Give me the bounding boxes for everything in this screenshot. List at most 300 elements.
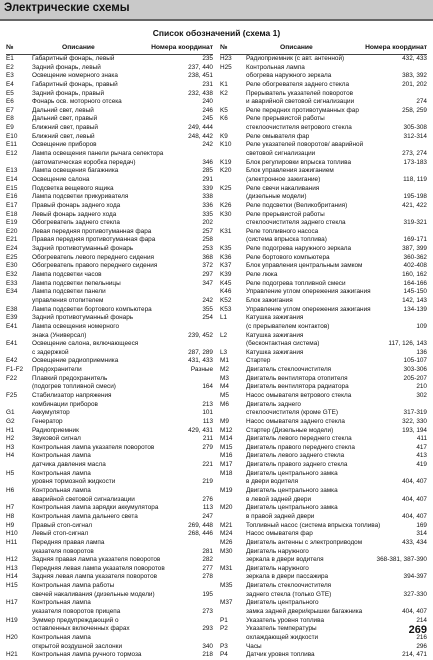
description-cell: Аккумулятор — [32, 409, 70, 417]
left-column-header — [6, 44, 213, 55]
designation-cell: H25 — [220, 63, 232, 71]
description-cell: Двигатель левого переднего стекла — [246, 435, 352, 443]
designation-cell: H20 — [6, 633, 18, 641]
table-row — [6, 539, 213, 548]
description-cell: оставленных включенных фарах — [32, 625, 130, 633]
description-cell: Передняя левая лампа указателя поворотов — [32, 564, 165, 572]
coordinates-cell: 214, 471 — [402, 651, 427, 659]
designation-cell: E24 — [6, 245, 18, 253]
designation-cell: E6 — [6, 98, 14, 106]
coordinates-cell: 113 — [202, 504, 213, 512]
description-cell: (система впрыска топлива) — [246, 236, 327, 244]
coordinates-cell: 431, 433 — [188, 357, 213, 365]
designation-cell: E15 — [6, 184, 18, 192]
coordinates-cell: Разные — [190, 366, 213, 374]
description-cell: Блок управления центральным замком — [246, 262, 363, 270]
table-row — [220, 418, 427, 427]
designation-cell: E5 — [6, 89, 14, 97]
description-cell: Контрольная лампа — [32, 487, 91, 495]
coordinates-cell: 237, 440 — [188, 63, 213, 71]
coordinates-cell: 136 — [416, 348, 427, 356]
table-row — [6, 349, 213, 358]
designation-cell: K5 — [220, 106, 228, 114]
table-row — [6, 634, 213, 643]
column-header-number: № — [220, 44, 228, 51]
designation-cell: L1 — [220, 314, 228, 322]
right-column — [220, 44, 427, 660]
table-row — [6, 427, 213, 436]
coordinates-cell: 302 — [416, 391, 427, 399]
description-cell: Левый фонарь заднего хода — [32, 210, 117, 218]
designation-cell: E11 — [6, 141, 17, 149]
coordinates-cell: 404, 407 — [402, 495, 427, 503]
coordinates-cell: 338 — [202, 193, 213, 201]
coordinates-cell: 232, 438 — [188, 89, 213, 97]
designation-cell: H10 — [6, 530, 18, 538]
table-row — [6, 245, 213, 254]
table-row — [220, 211, 427, 220]
coordinates-cell: 258 — [202, 236, 213, 244]
table-row — [6, 90, 213, 99]
table-row — [220, 236, 427, 245]
table-row — [6, 176, 213, 185]
designation-cell: E42 — [6, 357, 18, 365]
description-cell: Двигатель правого переднего стекла — [246, 443, 355, 451]
table-row — [6, 185, 213, 194]
table-row — [220, 185, 427, 194]
table-row — [220, 193, 427, 202]
table-row — [220, 349, 427, 358]
description-cell: Лампа подсветки панели — [32, 288, 106, 296]
description-cell: Правый фонарь заднего хода — [32, 201, 121, 209]
table-row — [220, 634, 427, 643]
table-row — [6, 340, 213, 349]
designation-cell: E21 — [6, 236, 18, 244]
designation-cell: M5 — [220, 391, 229, 399]
coordinates-cell: 268, 446 — [188, 530, 213, 538]
designation-cell: M31 — [220, 564, 233, 572]
table-row — [220, 115, 427, 124]
designation-cell: H7 — [6, 504, 15, 512]
designation-cell: H21 — [6, 651, 18, 659]
table-row — [220, 202, 427, 211]
description-cell: стеклоочистителя заднего стекла — [246, 219, 346, 227]
table-row — [6, 392, 213, 401]
designation-cell: E30 — [6, 262, 18, 270]
description-cell: Реле обогревателя заднего стекла — [246, 80, 350, 88]
coordinates-cell: 173-183 — [403, 158, 427, 166]
table-row — [220, 288, 427, 297]
coordinates-cell: 240 — [202, 98, 213, 106]
description-cell: Контрольная лампа — [32, 452, 91, 460]
designation-cell: K53 — [220, 305, 232, 313]
coordinates-cell: 248, 442 — [188, 132, 213, 140]
description-cell: замка задней двери/крышки багажника — [246, 608, 363, 615]
table-row — [220, 150, 427, 159]
table-row — [220, 617, 427, 626]
coordinates-cell: 372 — [202, 262, 213, 270]
description-cell: Лампа освещения панели рычага селектора — [32, 150, 164, 158]
description-cell: в правой задней двери — [246, 512, 315, 520]
description-cell: Блок зажигания — [246, 296, 293, 304]
description-cell: Задний фонарь, левый — [32, 63, 101, 71]
description-cell: Ближний свет, левый — [32, 132, 95, 140]
coordinates-cell: 402-408 — [403, 262, 427, 270]
description-cell: зеркала в двери водителя — [246, 556, 324, 564]
table-row — [6, 98, 213, 107]
description-cell: Реле подогрева топливной смеси — [246, 279, 346, 287]
description-cell: стеклоочистителя (кроме GTE) — [246, 409, 339, 417]
description-cell: Катушка зажигания — [246, 348, 304, 356]
description-cell: Ближний свет, правый — [32, 124, 98, 132]
description-cell: Задний противотуманный фонарь — [32, 314, 134, 322]
table-row — [220, 582, 427, 591]
coordinates-cell: 433, 434 — [402, 538, 427, 546]
designation-cell: K52 — [220, 296, 232, 304]
table-row — [6, 522, 213, 531]
description-cell: Насос омывателя ветрового стекла — [246, 391, 352, 399]
designation-cell: M20 — [220, 504, 233, 512]
designation-cell: H17 — [6, 599, 18, 607]
description-cell: Часы — [246, 642, 262, 650]
designation-cell: M35 — [220, 582, 233, 590]
table-row — [220, 496, 427, 505]
description-cell: Контрольная лампа работы — [32, 582, 115, 590]
description-cell: Двигатель заднего — [246, 400, 301, 408]
description-cell: Двигатель центрального — [246, 599, 319, 607]
description-cell: Указатель уровня топлива — [246, 616, 325, 624]
description-cell: Двигатель стеклоочистителя — [246, 582, 332, 590]
description-cell: Освещение номерного знака — [32, 72, 118, 80]
designation-cell: M9 — [220, 417, 229, 425]
designation-cell: M12 — [220, 426, 233, 434]
designation-cell: E20 — [6, 227, 18, 235]
coordinates-cell: 221 — [202, 461, 213, 469]
designation-cell: P2 — [220, 625, 228, 633]
table-row — [220, 651, 427, 660]
table-row — [220, 608, 427, 617]
designation-cell: H8 — [6, 512, 15, 520]
description-cell: Насос омывателя заднего стекла — [246, 417, 345, 425]
designation-cell: M6 — [220, 400, 229, 408]
coordinates-cell: 257 — [202, 227, 213, 235]
designation-cell: E14 — [6, 175, 18, 183]
table-row — [220, 452, 427, 461]
table-row — [6, 193, 213, 202]
description-cell: Указатель температуры — [246, 625, 317, 633]
description-cell: (подогрев топливной смеси) — [32, 383, 116, 391]
description-cell: световой сигнализации — [246, 150, 316, 158]
table-row — [220, 392, 427, 401]
table-row — [220, 219, 427, 228]
description-cell: Освещение салона, включающееся — [32, 340, 139, 348]
table-row — [6, 357, 213, 366]
description-cell: Реле указателей поворотов/ аварийной — [246, 141, 364, 149]
description-cell: Лампа подсветки бортового компьютера — [32, 305, 152, 313]
designation-cell: M3 — [220, 374, 229, 382]
coordinates-cell: 218 — [202, 651, 213, 659]
description-cell: Подсветка вещевого ящика — [32, 184, 114, 192]
coordinates-cell: 296 — [416, 642, 427, 650]
coordinates-cell: 245 — [202, 115, 213, 123]
description-cell: Лампа подсветки часов — [32, 271, 102, 279]
designation-cell: K19 — [220, 158, 232, 166]
description-cell: Реле люка — [246, 271, 278, 279]
table-row — [220, 72, 427, 81]
coordinates-cell: 421, 422 — [402, 201, 427, 209]
coordinates-cell: 145-150 — [403, 288, 427, 296]
description-cell: Обогреватель правого переднего сидения — [32, 262, 158, 270]
designation-cell: E7 — [6, 106, 14, 114]
coordinates-cell: 239, 452 — [188, 331, 213, 339]
coordinates-cell: 164 — [202, 383, 213, 391]
coordinates-cell: 201, 202 — [402, 80, 427, 88]
coordinates-cell: 291 — [202, 175, 213, 183]
coordinates-cell: 303-306 — [403, 366, 427, 374]
designation-cell: K25 — [220, 184, 232, 192]
designation-cell: H15 — [6, 582, 18, 590]
description-cell: Обогреватель левого переднего сидения — [32, 253, 154, 261]
coordinates-cell: 336 — [202, 201, 213, 209]
table-row — [6, 332, 213, 341]
table-row — [6, 608, 213, 617]
coordinates-cell: 285 — [202, 167, 213, 175]
description-cell: Правый стоп-сигнал — [32, 521, 93, 529]
table-row — [220, 461, 427, 470]
coordinates-cell: 346 — [202, 158, 213, 166]
table-row — [6, 513, 213, 522]
description-cell: знака (Универсал) — [32, 331, 87, 339]
description-cell: Блок регулировки впрыска топлива — [246, 158, 351, 166]
table-row — [6, 435, 213, 444]
coordinates-cell: 355 — [202, 305, 213, 313]
coordinates-cell: 247 — [202, 512, 213, 520]
table-row — [6, 591, 213, 600]
table-row — [6, 228, 213, 237]
designation-cell: H5 — [6, 469, 15, 477]
left-rows — [6, 55, 213, 660]
description-cell: (бесконтактная система) — [246, 340, 320, 348]
description-cell: (дизельные модели) — [246, 193, 307, 201]
table-row — [220, 176, 427, 185]
designation-cell: H9 — [6, 521, 15, 529]
designation-cell: E4 — [6, 80, 14, 88]
description-cell: указателя поворотов — [32, 547, 94, 555]
designation-cell: E17 — [6, 201, 18, 209]
description-cell: Фонарь осв. моторного отсека — [32, 98, 122, 106]
coordinates-cell: 287, 289 — [188, 348, 213, 356]
designation-cell: K31 — [220, 227, 232, 235]
table-row — [220, 409, 427, 418]
description-cell: Контрольная лампа зарядки аккумулятора — [32, 504, 159, 512]
description-cell: открытой воздушной заслонки — [32, 642, 123, 650]
description-cell: Прерыватель указателей поворотов — [246, 89, 354, 97]
coordinates-cell: 249, 444 — [188, 124, 213, 132]
description-cell: Реле передних противотуманных фар — [246, 106, 359, 114]
description-cell: Двигатель правого заднего стекла — [246, 461, 348, 469]
coordinates-cell: 368-381, 387-390 — [376, 556, 427, 564]
coordinates-cell: 269, 448 — [188, 521, 213, 529]
table-row — [6, 643, 213, 652]
description-cell: Звуковой сигнал — [32, 435, 81, 443]
table-row — [6, 366, 213, 375]
description-cell: датчика давления масла — [32, 461, 106, 469]
description-cell: Предохранители — [32, 366, 82, 374]
designation-cell: E16 — [6, 193, 18, 201]
description-cell: (электронное зажигание) — [246, 175, 321, 183]
description-cell: Освещение радиоприемника — [32, 357, 119, 365]
designation-cell: G2 — [6, 417, 15, 425]
designation-cell: M37 — [220, 599, 233, 607]
description-cell: Двигатель антенны с электроприводом — [246, 538, 363, 546]
table-row — [6, 211, 213, 220]
table-row — [220, 383, 427, 392]
description-cell: Двигатель центрального замка — [246, 487, 338, 495]
designation-cell: E9 — [6, 124, 14, 132]
coordinates-cell: 169-171 — [403, 236, 427, 244]
table-row — [6, 651, 213, 660]
description-cell: Задняя правая лампа указателя поворотов — [32, 556, 161, 564]
description-cell: Контрольная лампа — [32, 633, 91, 641]
designation-cell: K45 — [220, 279, 232, 287]
designation-cell: H3 — [6, 443, 15, 451]
designation-cell: M19 — [220, 487, 233, 495]
description-cell: Реле подсветки (Великобритания) — [246, 201, 348, 209]
designation-cell: K9 — [220, 132, 228, 140]
description-cell: Задний противотуманный фонарь — [32, 245, 134, 253]
table-row — [6, 64, 213, 73]
table-row — [6, 383, 213, 392]
description-cell: стеклоочистителя ветрового стекла — [246, 124, 352, 132]
coordinates-cell: 282 — [202, 556, 213, 564]
column-header-coordinates: Номера координат — [365, 44, 427, 51]
coordinates-cell: 404, 407 — [402, 478, 427, 486]
column-header-coordinates: Номера координат — [151, 44, 213, 51]
table-row — [6, 444, 213, 453]
coordinates-cell: 335 — [202, 210, 213, 218]
description-cell: Реле прерывистой работы — [246, 115, 325, 123]
designation-cell: K6 — [220, 115, 228, 123]
designation-cell: E18 — [6, 210, 18, 218]
table-row — [6, 72, 213, 81]
designation-cell: M26 — [220, 538, 233, 546]
coordinates-cell: 134-139 — [403, 305, 427, 313]
table-row — [6, 306, 213, 315]
description-cell: Двигатель стеклоочистителя — [246, 366, 332, 374]
description-cell: Дальний свет, левый — [32, 106, 94, 114]
description-cell: Реле прерывистой работы — [246, 210, 325, 218]
designation-cell: G1 — [6, 409, 15, 417]
table-row — [220, 625, 427, 634]
coordinates-cell: 211 — [202, 435, 213, 443]
column-header-number: № — [6, 44, 14, 51]
table-row — [6, 81, 213, 90]
coordinates-cell: 113 — [202, 417, 213, 425]
description-cell: аварийной световой сигнализации — [32, 495, 135, 503]
description-cell: Контрольная лампа ручного тормоза — [32, 651, 142, 659]
designation-cell: K35 — [220, 245, 232, 253]
description-cell: Двигатель наружного — [246, 564, 309, 572]
designation-cell: E2 — [6, 63, 14, 71]
designation-cell: E41 — [6, 340, 18, 348]
description-cell: Лампа освещения багажника — [32, 167, 119, 175]
coordinates-cell: 210 — [416, 383, 427, 391]
description-cell: Лампа подсветки пепельницы — [32, 279, 121, 287]
coordinates-cell: 368 — [202, 253, 213, 261]
table-row — [6, 236, 213, 245]
table-row — [220, 245, 427, 254]
coordinates-cell: 411 — [416, 435, 427, 443]
table-row — [6, 150, 213, 159]
designation-cell: M18 — [220, 469, 233, 477]
table-row — [6, 530, 213, 539]
coordinates-cell: 322, 330 — [402, 417, 427, 425]
table-row — [6, 288, 213, 297]
coordinates-cell: 160, 162 — [402, 271, 427, 279]
designation-cell: E32 — [6, 271, 18, 279]
coordinates-cell: 164-166 — [403, 279, 427, 287]
description-cell: Обогреватель заднего стекла — [32, 219, 120, 227]
table-row — [6, 115, 213, 124]
designation-cell: H14 — [6, 573, 18, 581]
designation-cell: M2 — [220, 366, 229, 374]
table-row — [220, 573, 427, 582]
designation-cell: P3 — [220, 642, 228, 650]
designation-cell: E19 — [6, 219, 18, 227]
description-cell: Передняя правая лампа — [32, 538, 105, 546]
right-column-header — [220, 44, 427, 55]
coordinates-cell: 319-321 — [403, 219, 427, 227]
description-cell: управления отопителем — [32, 296, 104, 304]
designation-cell: M4 — [220, 383, 229, 391]
table-row — [6, 617, 213, 626]
designation-cell: L2 — [220, 331, 228, 339]
description-cell: Блок управления зажиганием — [246, 167, 334, 175]
description-cell: (с прерывателем контактов) — [246, 322, 330, 330]
designation-cell: E10 — [6, 132, 18, 140]
table-row — [220, 314, 427, 323]
coordinates-cell: 242 — [202, 296, 213, 304]
table-row — [6, 55, 213, 64]
designation-cell: F1-F2 — [6, 366, 24, 374]
designation-cell: M1 — [220, 357, 229, 365]
description-cell: Лампа освещения номерного — [32, 322, 120, 330]
table-row — [6, 409, 213, 418]
table-row — [220, 306, 427, 315]
table-row — [220, 98, 427, 107]
description-cell: (автоматическая коробка передач) — [32, 158, 136, 166]
table-row — [220, 375, 427, 384]
header-rule — [0, 19, 433, 21]
left-column — [6, 44, 213, 660]
table-row — [220, 366, 427, 375]
description-cell: Управление углом опережения зажигания — [246, 305, 371, 313]
table-row — [220, 513, 427, 522]
column-header-description: Описание — [280, 44, 313, 51]
description-cell: Зуммер предупреждающий о — [32, 616, 119, 624]
designation-cell: H6 — [6, 487, 15, 495]
coordinates-cell: 101 — [202, 409, 213, 417]
table-row — [220, 159, 427, 168]
coordinates-cell: 214 — [416, 616, 427, 624]
designation-cell: H13 — [6, 564, 18, 572]
coordinates-cell: 118, 119 — [403, 175, 427, 183]
table-row — [220, 401, 427, 410]
description-cell: в двери водителя — [246, 478, 299, 486]
designation-cell: K20 — [220, 167, 232, 175]
table-row — [220, 444, 427, 453]
designation-cell: P4 — [220, 651, 228, 659]
